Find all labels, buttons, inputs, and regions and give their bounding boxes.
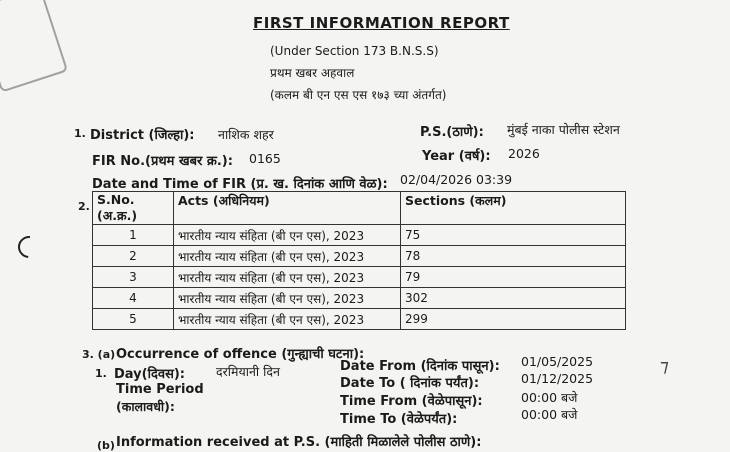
- police-station-value: मुंबई नाका पोलीस स्टेशन: [507, 122, 620, 137]
- row-sno: 4: [93, 288, 174, 309]
- sections-header: Sections (कलम): [401, 192, 626, 225]
- time-to-label: Time To (वेळेपर्यंत):: [340, 412, 458, 427]
- punch-hole-mark: [14, 232, 45, 263]
- date-to-label: Date To ( दिनांक पर्यंत):: [340, 376, 480, 391]
- date-to-value: 01/12/2025: [521, 371, 594, 386]
- time-period-label: Time Period: [116, 382, 204, 397]
- year-label: Year (वर्ष):: [422, 149, 491, 164]
- time-period-label-marathi: (कालावधी):: [116, 399, 175, 414]
- fir-datetime-label: Date and Time of FIR (प्र. ख. दिनांक आणि वेळ):: [92, 177, 388, 192]
- fir-datetime-value: 02/04/2026 03:39: [400, 172, 513, 187]
- row-section: 302: [401, 288, 626, 309]
- table-row: [93, 246, 626, 267]
- table-row: [93, 309, 626, 330]
- info-received-label: Information received at P.S. (माहिती मिळालेले पोलीस ठाणे):: [116, 435, 482, 450]
- occurrence-label: Occurrence of offence (गुन्ह्याची घटना):: [116, 347, 365, 362]
- acts-sections-table: [92, 191, 626, 330]
- row-act: भारतीय न्याय संहिता (बी एन एस), 2023: [174, 309, 401, 330]
- section-3-number: 3. (a): [82, 348, 116, 361]
- day-label: Day(दिवस):: [114, 367, 186, 382]
- report-subtitle-marathi: प्रथम खबर अहवाल: [270, 66, 355, 80]
- time-from-label: Time From (वेळेपासून):: [340, 394, 483, 409]
- rubber-stamp: [0, 0, 68, 93]
- police-station-label: P.S.(ठाणे):: [420, 125, 484, 140]
- table-header-row: [93, 192, 626, 225]
- report-title: FIRST INFORMATION REPORT: [253, 14, 510, 32]
- table-row: [93, 225, 626, 246]
- row-act: भारतीय न्याय संहिता (बी एन एस), 2023: [174, 225, 401, 246]
- row-act: भारतीय न्याय संहिता (बी एन एस), 2023: [174, 288, 401, 309]
- acts-header: Acts (अधिनियम): [174, 192, 401, 225]
- day-value: दरमियानी दिन: [216, 364, 280, 379]
- time-to-value: 00:00 बजे: [521, 407, 578, 422]
- year-value: 2026: [508, 146, 540, 161]
- row-section: 78: [401, 246, 626, 267]
- row-act: भारतीय न्याय संहिता (बी एन एस), 2023: [174, 267, 401, 288]
- subsection-b-number: (b): [97, 439, 115, 452]
- table-row: [93, 288, 626, 309]
- fir-number-value: 0165: [249, 151, 281, 166]
- row-section: 75: [401, 225, 626, 246]
- table-row: [93, 267, 626, 288]
- report-subtitle-section: (Under Section 173 B.N.S.S): [270, 44, 439, 58]
- row-sno: 5: [93, 309, 174, 330]
- row-sno: 1: [93, 225, 174, 246]
- district-value: नाशिक शहर: [218, 127, 274, 142]
- report-subtitle-kalam: (कलम बी एन एस एस १७३ च्या अंतर्गत): [270, 88, 447, 102]
- section-1-number: 1.: [74, 127, 86, 140]
- row-act: भारतीय न्याय संहिता (बी एन एस), 2023: [174, 246, 401, 267]
- time-from-value: 00:00 बजे: [521, 390, 578, 405]
- row-sno: 3: [93, 267, 174, 288]
- section-2-number: 2.: [78, 200, 90, 213]
- date-from-value: 01/05/2025: [521, 354, 594, 369]
- subsection-1-number: 1.: [95, 367, 107, 380]
- sno-header: S.No. (अ.क्र.): [93, 192, 174, 225]
- row-section: 79: [401, 267, 626, 288]
- fir-number-label: FIR No.(प्रथम खबर क्र.):: [92, 154, 233, 169]
- date-from-label: Date From (दिनांक पासून):: [340, 359, 500, 374]
- row-sno: 2: [93, 246, 174, 267]
- district-label: District (जिल्हा):: [90, 128, 195, 143]
- row-section: 299: [401, 309, 626, 330]
- pen-mark: ⁊: [660, 356, 669, 377]
